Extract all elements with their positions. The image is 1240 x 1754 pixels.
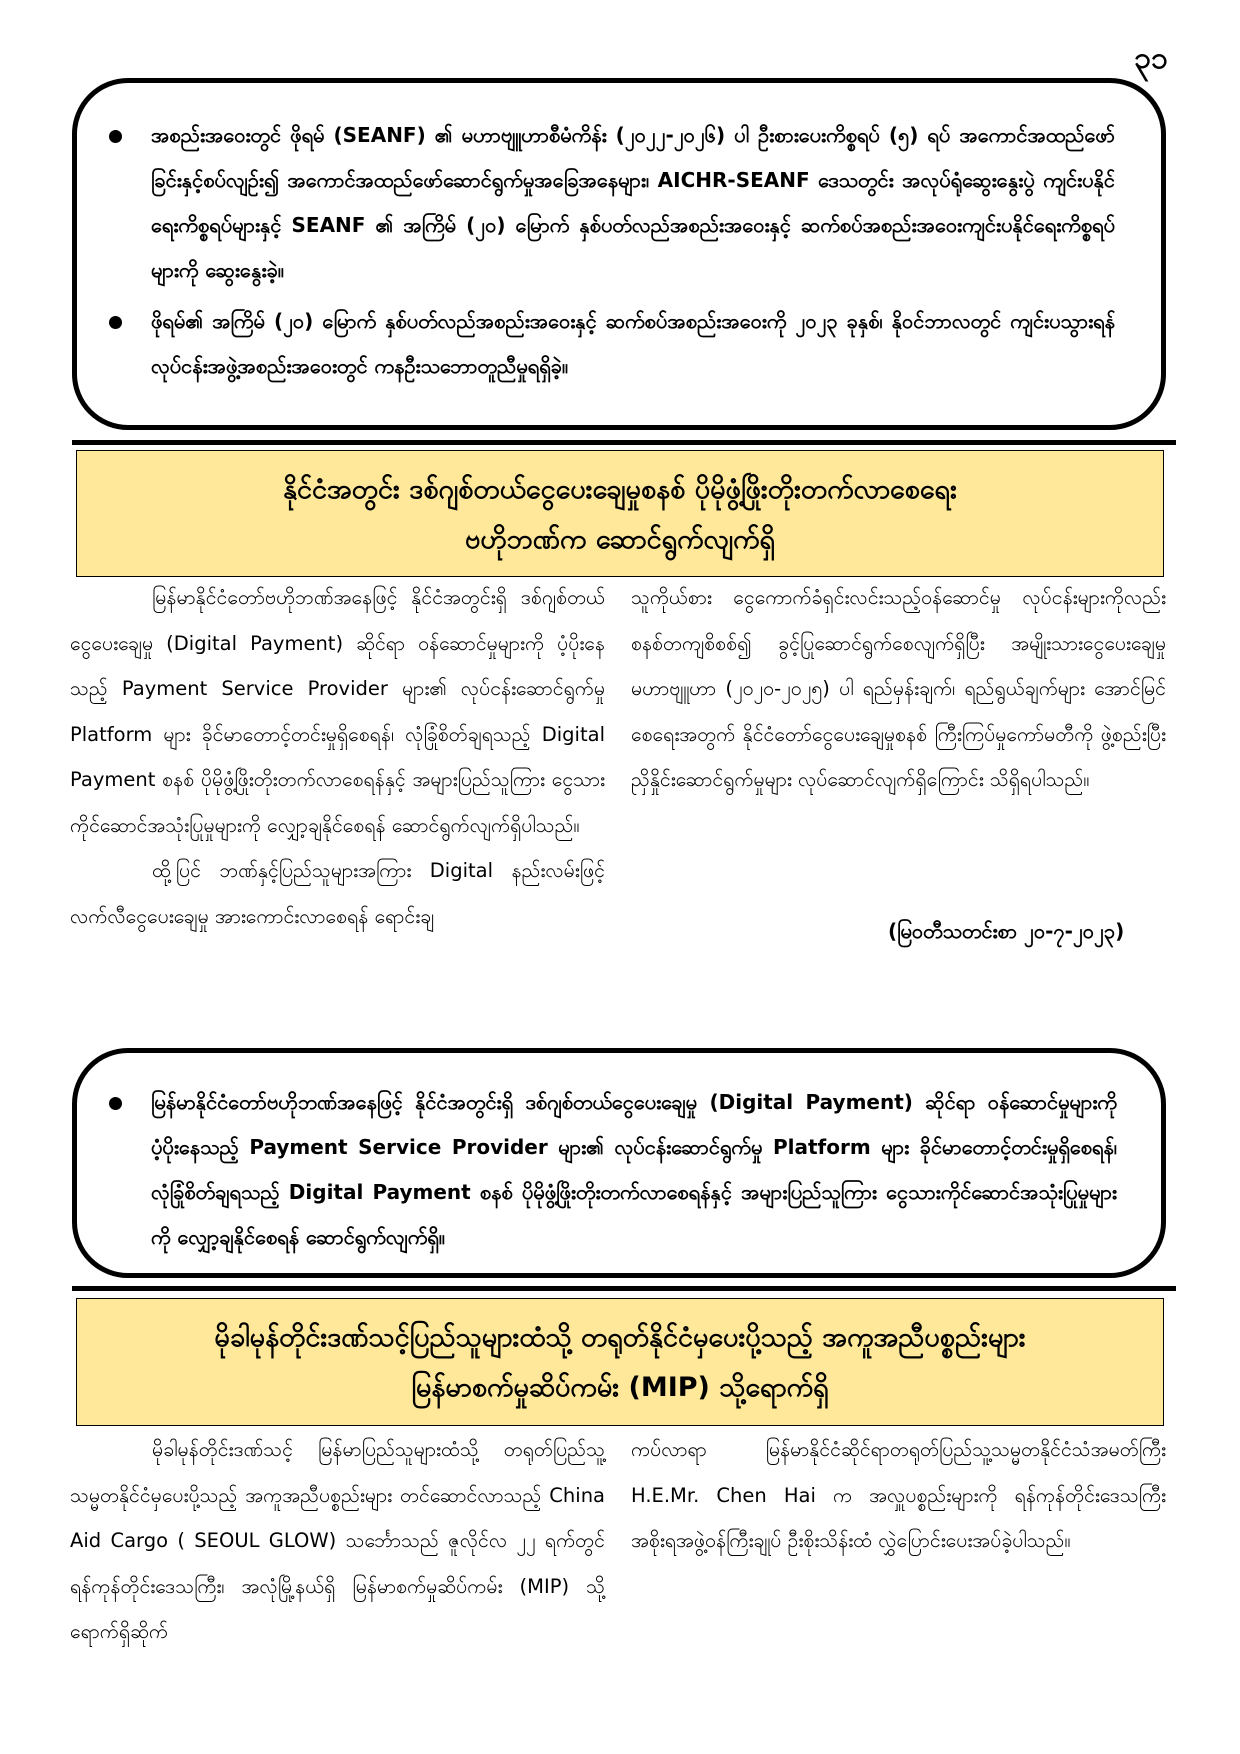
headline-line: နိုင်ငံအတွင်း ဒစ်ဂျစ်တယ်ငွေပေးချေမှုစနစ် ပိုမိုဖွံ့ဖြိုးတိုးတက်လာစေရေး — [283, 474, 957, 505]
summary-box-middle — [72, 1048, 1166, 1278]
article-headline — [76, 450, 1164, 577]
article-paragraph: ထို့ပြင် ဘဏ်နှင့်ပြည်သူများအကြား Digital နည်းလမ်းဖြင့် လက်လီငွေပေးချေမှု အားကောင်းလာစေရန် ရောင်းချ — [70, 859, 605, 928]
article-column-left — [70, 1427, 605, 1655]
summary-bullet-text: အစည်းအဝေးတွင် ဖိုရမ် (SEANF) ၏ မဟာဗျူဟာစီမံကိန်း (၂၀၂၂-၂၀၂၆) ပါ ဦးစားပေးကိစ္စရပ် (၅) ရပ် အကောင်အထည်ဖော်ခြင်းနှင့်စပ်လျဉ်း၍ အကောင်အထည်ဖော်ဆောင်ရွက်မှုအခြေအနေများ၊ AICHR-SEANF ဒေသတွင်း အလုပ်ရုံဆွေးနွေးပွဲ ကျင်းပနိုင်ရေးကိစ္စရပ်များနှင့် SEANF ၏ အကြိမ် (၂၀) မြောက် နှစ်ပတ်လည်အစည်းအဝေးနှင့် ဆက်စပ်အစည်းအဝေးကျင်းပနိုင်ရေးကိစ္စရပ်များကို ဆွေးနွေးခဲ့။ — [151, 123, 1115, 282]
article-column-left — [70, 575, 605, 939]
headline-line: ဗဟိုဘဏ်က ဆောင်ရွက်လျက်ရှိ — [464, 524, 776, 555]
article-paragraph: မိုခါမုန်တိုင်းဒဏ်သင့် မြန်မာပြည်သူများထံသို့ တရုတ်ပြည်သူ့သမ္မတနိုင်ငံမှပေးပို့သည့် အကူအညီပစ္စည်းများ တင်ဆောင်လာသည့် China Aid Cargo ( SEOUL GLOW) သင်္ဘောသည် ဇူလိုင်လ ၂၂ ရက်တွင် ရန်ကုန်တိုင်းဒေသကြီး၊ အလုံမြို့နယ်ရှိ မြန်မာစက်မှုဆိပ်ကမ်း (MIP) သို့ ရောက်ရှိဆိုက် — [70, 1438, 605, 1643]
summary-bullet-item — [89, 113, 1115, 293]
summary-bullet-text: မြန်မာနိုင်ငံတော်ဗဟိုဘဏ်အနေဖြင့် နိုင်ငံအတွင်းရှိ ဒစ်ဂျစ်တယ်ငွေပေးချေမှု (Digital Payment) ဆိုင်ရာ ဝန်ဆောင်မှုများကို ပံ့ပိုးနေသည့် Payment Service Provider များ၏ လုပ်ငန်းဆောင်ရွက်မှု Platform များ ခိုင်မာတောင့်တင်းမှုရှိစေရန်၊ လုံခြုံစိတ်ချရသည့် Digital Payment စနစ် ပိုမိုဖွံ့ဖြိုးတိုးတက်လာစေရန်နှင့် အများပြည်သူကြား ငွေသားကိုင်ဆောင်အသုံးပြုမှုများကို လျှော့ချနိုင်စေရန် ဆောင်ရွက်လျက်ရှိ။ — [151, 1090, 1117, 1249]
article-paragraph: သူကိုယ်စား ငွေကောက်ခံရှင်းလင်းသည့်ဝန်ဆောင်မှု လုပ်ငန်းများကိုလည်း စနစ်တကျစိစစ်၍ ခွင့်ပြုဆောင်ရွက်စေလျက်ရှိပြီး အမျိုးသားငွေပေးချေမှုမဟာဗျူဟာ (၂၀၂၀-၂၀၂၅) ပါ ရည်မှန်းချက်၊ ရည်ရွယ်ချက်များ အောင်မြင်စေရေးအတွက် နိုင်ငံတော်ငွေပေးချေမှုစနစ် ကြီးကြပ်မှုကော်မတီကို ဖွဲ့စည်းပြီး ညှိနှိုင်းဆောင်ရွက်မှုများ လုပ်ဆောင်လျက်ရှိကြောင်း သိရှိရပါသည်။ — [631, 586, 1166, 791]
page-number: ၃၁ — [1134, 41, 1168, 76]
article-column-right — [631, 575, 1166, 803]
article-paragraph: ကပ်လာရာ မြန်မာနိုင်ငံဆိုင်ရာတရုတ်ပြည်သူ့သမ္မတနိုင်ငံသံအမတ်ကြီး H.E.Mr. Chen Hai က အလှူပစ္စည်းများကို ရန်ကုန်တိုင်းဒေသကြီး အစိုးရအဖွဲ့ဝန်ကြီးချုပ် ဦးစိုးသိန်းထံ လွှဲပြောင်းပေးအပ်ခဲ့ပါသည်။ — [631, 1438, 1166, 1552]
summary-bullet-item — [89, 1080, 1117, 1260]
bullet-dot-icon — [109, 1097, 122, 1110]
source-citation: (မြဝတီသတင်းစာ ၂၀-၇-၂၀၂၃) — [888, 919, 1125, 943]
summary-bullet-list — [89, 1080, 1117, 1260]
section-divider — [72, 1286, 1176, 1291]
headline-line: မိုခါမုန်တိုင်းဒဏ်သင့်ပြည်သူများထံသို့ တရုတ်နိုင်ငံမှပေးပို့သည့် အကူအညီပစ္စည်းများ — [214, 1322, 1026, 1353]
summary-box-top — [72, 78, 1166, 430]
headline-line: မြန်မာစက်မှုဆိပ်ကမ်း (MIP) သို့ရောက်ရှိ — [411, 1372, 829, 1403]
bullet-dot-icon — [109, 316, 122, 329]
summary-bullet-item — [89, 299, 1115, 389]
summary-bullet-list — [89, 113, 1115, 389]
summary-bullet-text: ဖိုရမ်၏ အကြိမ် (၂၀) မြောက် နှစ်ပတ်လည်အစည်းအဝေးနှင့် ဆက်စပ်အစည်းအဝေးကို ၂၀၂၃ ခုနှစ်၊ နိုဝင်ဘာလတွင် ကျင်းပသွားရန် လုပ်ငန်းအဖွဲ့အစည်းအဝေးတွင် ကနဦးသဘောတူညီမှုရရှိခဲ့။ — [151, 309, 1115, 378]
article-column-right — [631, 1427, 1166, 1564]
article-paragraph: မြန်မာနိုင်ငံတော်ဗဟိုဘဏ်အနေဖြင့် နိုင်ငံအတွင်းရှိ ဒစ်ဂျစ်တယ်ငွေပေးချေမှု (Digital Payment) ဆိုင်ရာ ဝန်ဆောင်မှုများကို ပံ့ပိုးနေသည့် Payment Service Provider များ၏ လုပ်ငန်းဆောင်ရွက်မှု Platform များ ခိုင်မာတောင့်တင်းမှုရှိစေရန်၊ လုံခြုံစိတ်ချရသည့် Digital Payment စနစ် ပိုမိုဖွံ့ဖြိုးတိုးတက်လာစေရန်နှင့် အများပြည်သူကြား ငွေသားကိုင်ဆောင်အသုံးပြုမှုများကို လျှော့ချနိုင်စေရန် ဆောင်ရွက်လျက်ရှိပါသည်။ — [70, 586, 605, 837]
article-headline — [76, 1298, 1164, 1426]
section-divider — [72, 440, 1176, 445]
bullet-dot-icon — [109, 130, 122, 143]
